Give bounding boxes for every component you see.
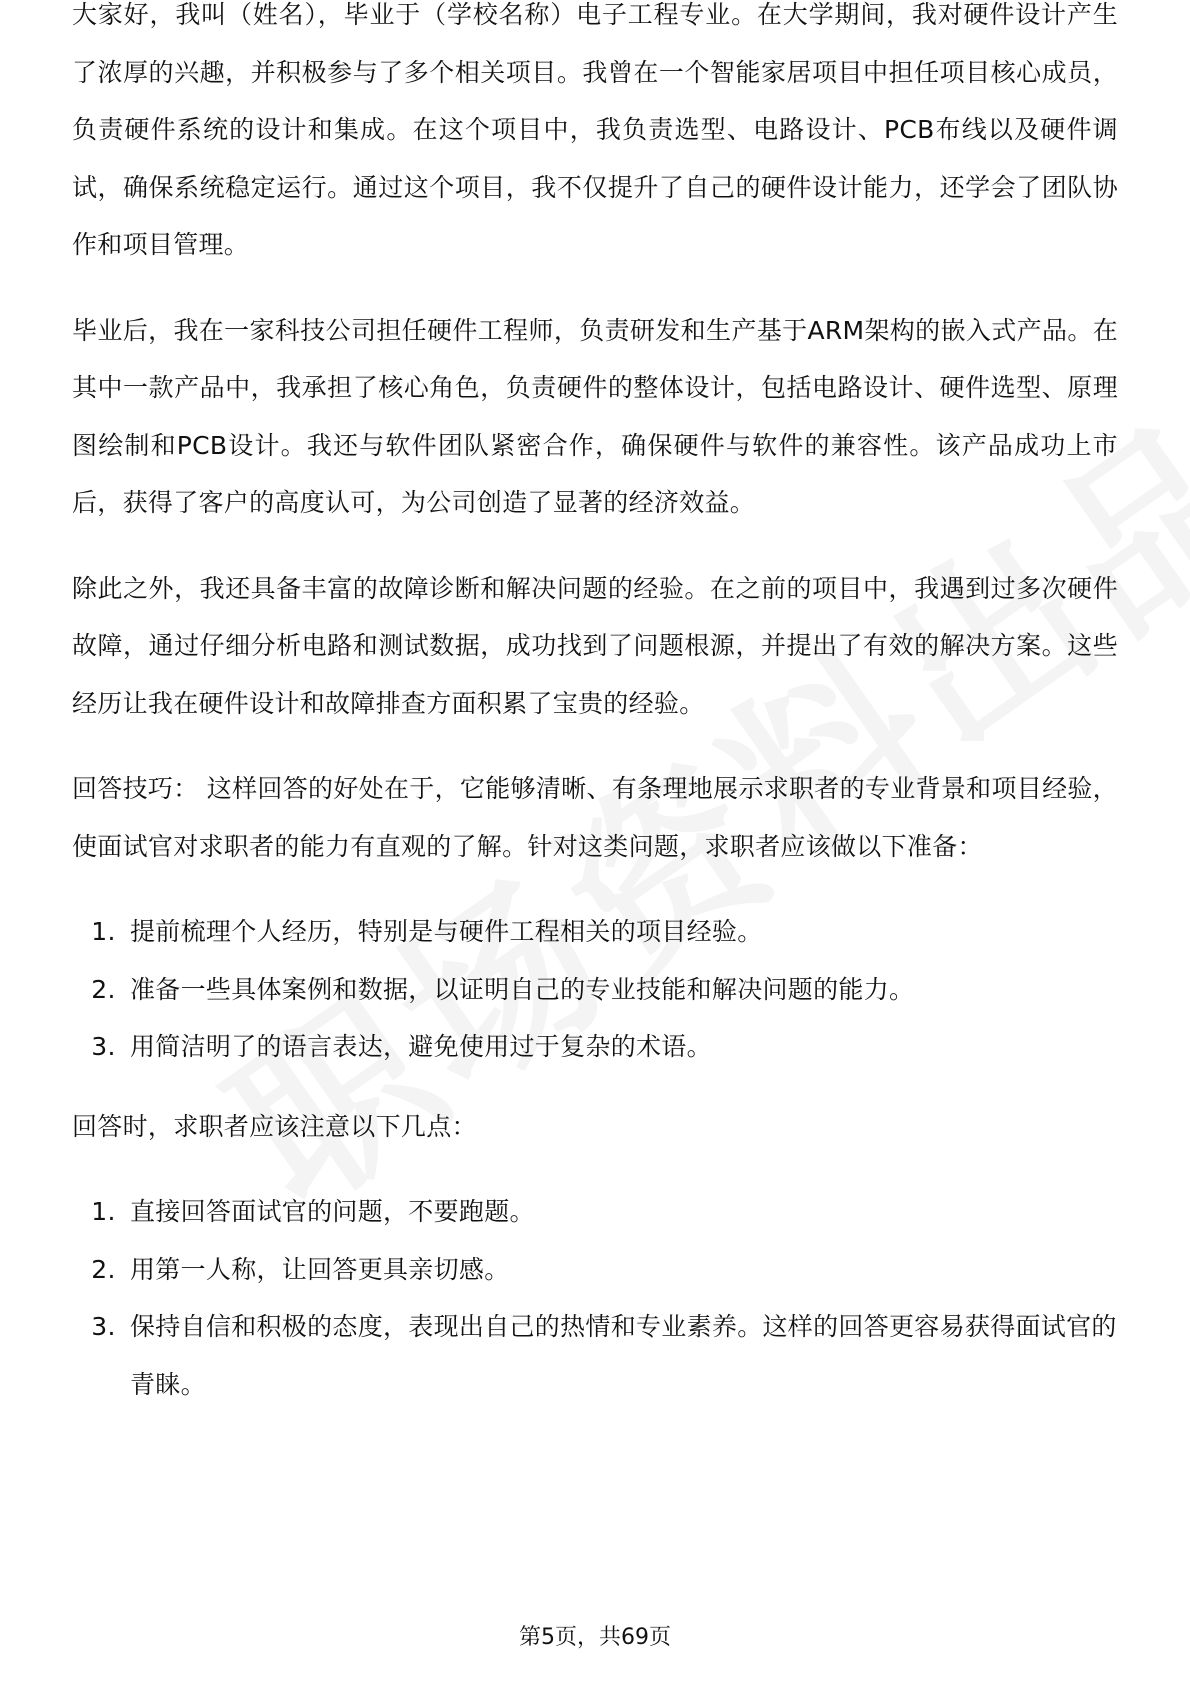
tips-paragraph: 回答技巧： 这样回答的好处在于，它能够清晰、有条理地展示求职者的专业背景和项目经验，使面试官对求职者的能力有直观的了解。针对这类问题，求职者应该做以下准备： <box>72 774 1118 861</box>
page-content <box>72 0 1118 1435</box>
notes-list <box>72 1183 1118 1413</box>
experience-paragraph: 毕业后，我在一家科技公司担任硬件工程师，负责研发和生产基于ARM架构的嵌入式产品。在其中一款产品中，我承担了核心角色，负责硬件的整体设计，包括电路设计、硬件选型、原理图绘制和PCB设计。我还与软件团队紧密合作，确保硬件与软件的兼容性。该产品成功上市后，获得了客户的高度认可，为公司创造了显著的经济效益。 <box>72 315 1118 517</box>
list-item: 2. 准备一些具体案例和数据，以证明自己的专业技能和解决问题的能力。 <box>124 961 1118 1019</box>
list-item: 3. 保持自信和积极的态度，表现出自己的热情和专业素养。这样的回答更容易获得面试官的青睐。 <box>124 1298 1118 1413</box>
preparation-list <box>72 903 1118 1076</box>
page-number-footer: 第5页，共69页 <box>519 1625 671 1650</box>
intro-paragraph: 大家好，我叫（姓名），毕业于（学校名称）电子工程专业。在大学期间，我对硬件设计产生了浓厚的兴趣，并积极参与了多个相关项目。我曾在一个智能家居项目中担任项目核心成员，负责硬件系统的设计和集成。在这个项目中，我负责选型、电路设计、PCB布线以及硬件调试，确保系统稳定运行。通过这个项目，我不仅提升了自己的硬件设计能力，还学会了团队协作和项目管理。 <box>72 0 1118 259</box>
list-item: 1. 提前梳理个人经历，特别是与硬件工程相关的项目经验。 <box>124 903 1118 961</box>
list-item: 3. 用简洁明了的语言表达，避免使用过于复杂的术语。 <box>124 1018 1118 1076</box>
notes-intro: 回答时，求职者应该注意以下几点： <box>72 1111 477 1141</box>
list-item: 1. 直接回答面试官的问题，不要跑题。 <box>124 1183 1118 1241</box>
list-item: 2. 用第一人称，让回答更具亲切感。 <box>124 1241 1118 1299</box>
troubleshooting-paragraph: 除此之外，我还具备丰富的故障诊断和解决问题的经验。在之前的项目中，我遇到过多次硬件故障，通过仔细分析电路和测试数据，成功找到了问题根源，并提出了有效的解决方案。这些经历让我在硬件设计和故障排查方面积累了宝贵的经验。 <box>72 573 1118 718</box>
